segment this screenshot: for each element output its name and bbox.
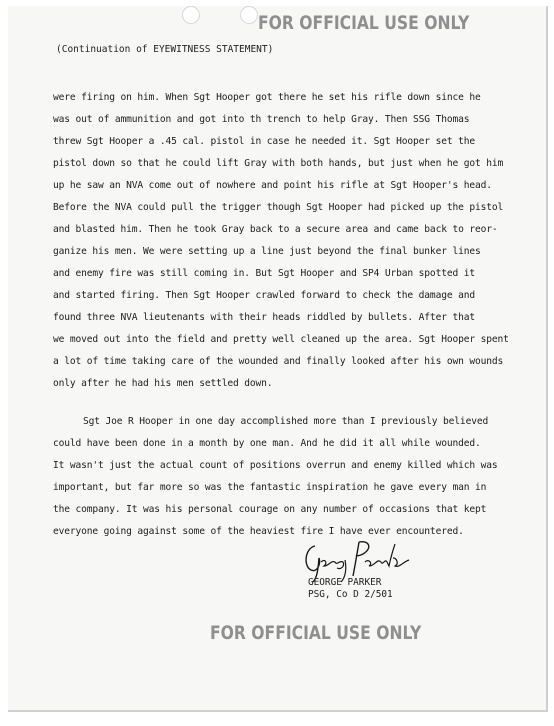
text-line: everyone going against some of the heaviest fire I have ever encountered. [53, 526, 464, 537]
text-line: It wasn't just the actual count of positions overrun and enemy killed which was [53, 460, 498, 471]
punch-hole [182, 6, 200, 24]
text-line: could have been done in a month by one man. And he did it all while wounded. [53, 438, 481, 449]
text-line: ganize his men. We were setting up a line just beyond the final bunker lines [53, 246, 481, 257]
text-line: and blasted him. Then he took Gray back to a secure area and came back to reor- [53, 224, 498, 235]
text-line: we moved out into the field and pretty well cleaned up the area. Sgt Hooper spent [53, 334, 509, 345]
signer-unit: PSG, Co D 2/501 [308, 589, 393, 600]
classification-stamp-bottom: FOR OFFICIAL USE ONLY [210, 622, 422, 644]
text-line: pistol down so that he could lift Gray with both hands, but just when he got him [53, 158, 504, 169]
statement-paragraph-1 [53, 87, 509, 395]
text-line: up he saw an NVA come out of nowhere and point his rifle at Sgt Hooper's head. [53, 180, 492, 191]
text-line: were firing on him. When Sgt Hooper got there he set his rifle down since he [53, 92, 481, 103]
signer-block [308, 577, 393, 601]
text-line: Sgt Joe R Hooper in one day accomplished more than I previously believed [83, 416, 489, 427]
document-page [8, 6, 548, 712]
statement-paragraph-2 [53, 411, 497, 543]
signer-name: GEORGE PARKER [308, 577, 382, 588]
text-line: a lot of time taking care of the wounded and finally looked after his own wounds [53, 356, 504, 367]
classification-stamp-top: FOR OFFICIAL USE ONLY [258, 12, 470, 34]
text-line: the company. It was his personal courage on any number of occasions that kept [53, 504, 487, 515]
text-line: important, but far more so was the fantastic inspiration he gave every man in [53, 482, 487, 493]
text-line: was out of ammunition and got into th trench to help Gray. Then SSG Thomas [53, 114, 470, 125]
text-line: threw Sgt Hooper a .45 cal. pistol in case he needed it. Sgt Hooper set the [53, 136, 475, 147]
text-line: and started firing. Then Sgt Hooper crawled forward to check the damage and [53, 290, 475, 301]
text-line: and enemy fire was still coming in. But Sgt Hooper and SP4 Urban spotted it [53, 268, 475, 279]
punch-hole [240, 6, 258, 24]
text-line: found three NVA lieutenants with their heads riddled by bullets. After that [53, 312, 475, 323]
text-line: Before the NVA could pull the trigger though Sgt Hooper had picked up the pistol [53, 202, 504, 213]
text-line: only after he had his men settled down. [53, 378, 273, 389]
continuation-heading: (Continuation of EYEWITNESS STATEMENT) [56, 44, 274, 55]
